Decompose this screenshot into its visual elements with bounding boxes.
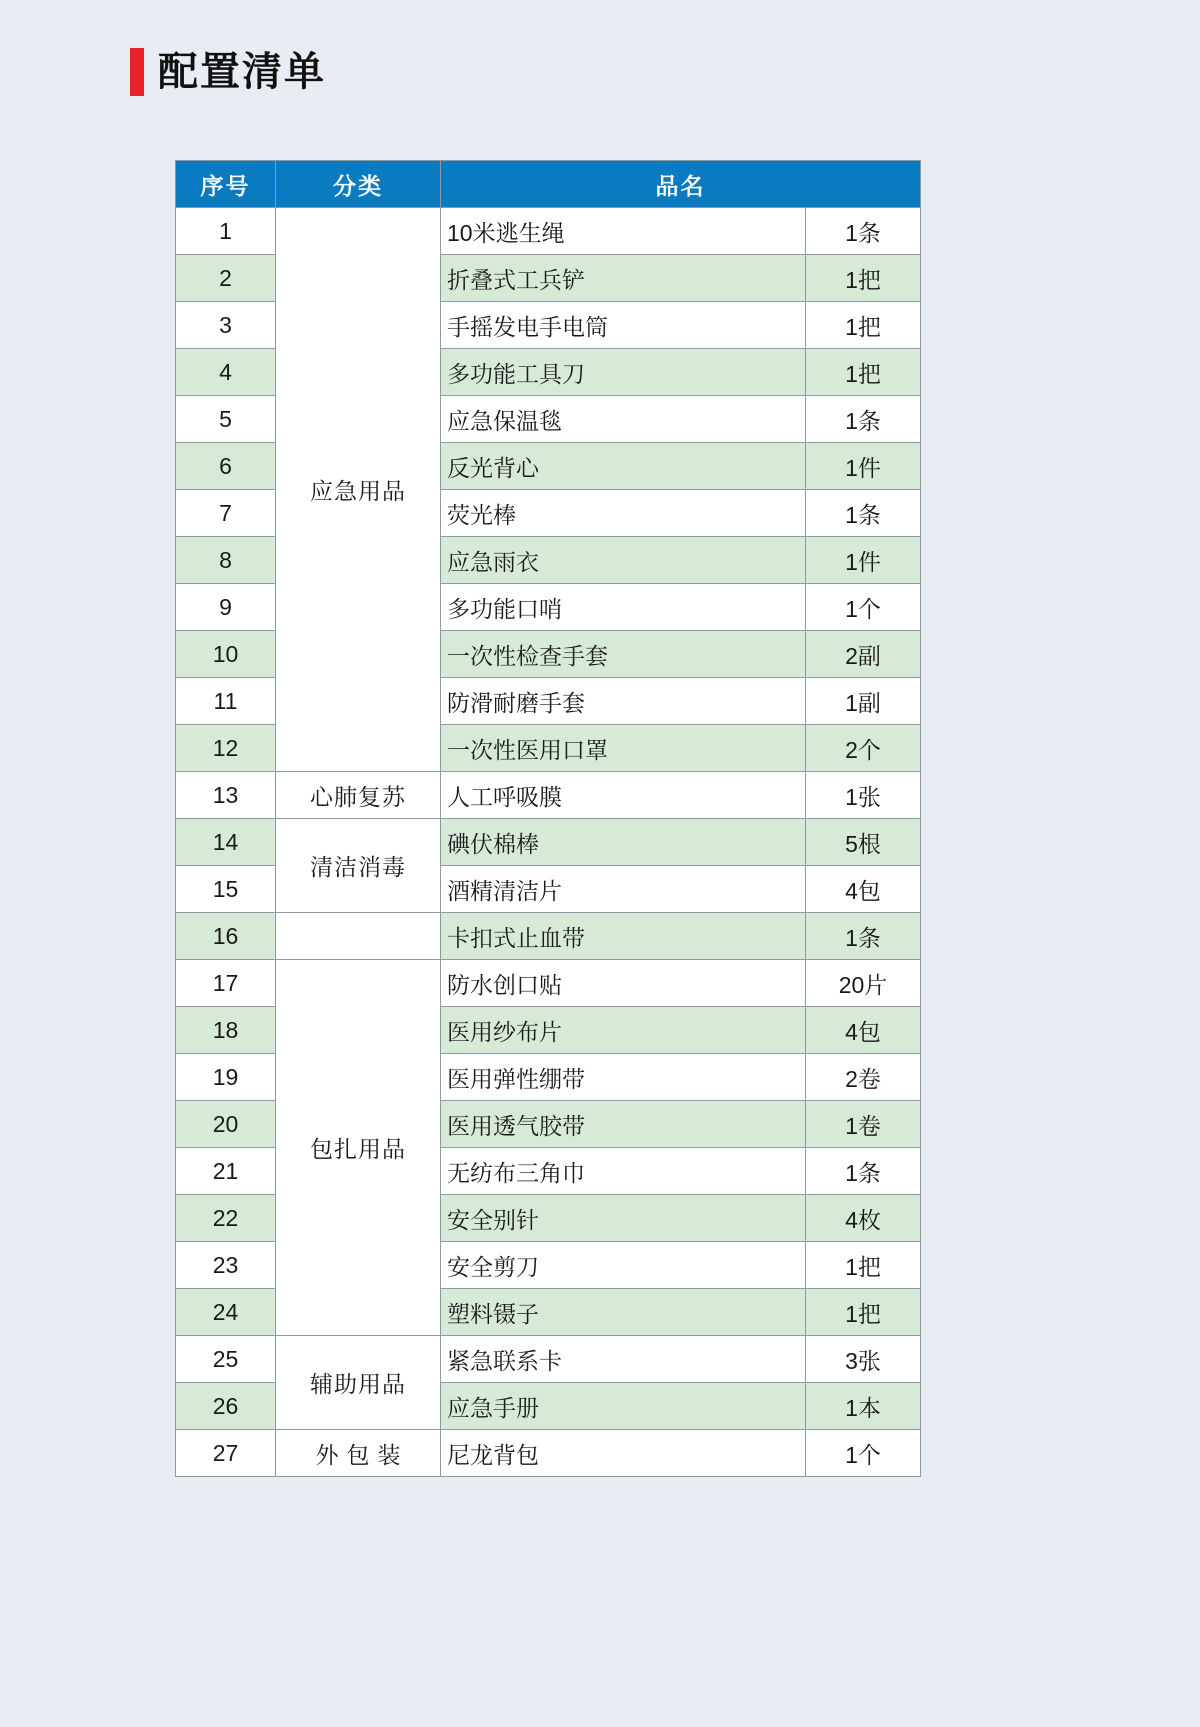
- cell-category: 应急用品: [276, 208, 441, 772]
- column-header-item-name: 品名: [441, 161, 921, 208]
- cell-category: 心肺复苏: [276, 772, 441, 819]
- cell-category: [276, 913, 441, 960]
- cell-item-name: 手摇发电手电筒: [441, 302, 806, 349]
- table-row: [176, 208, 921, 255]
- cell-item-name: 荧光棒: [441, 490, 806, 537]
- table-row: [176, 1430, 921, 1477]
- cell-item-name: 反光背心: [441, 443, 806, 490]
- cell-category: 清洁消毒: [276, 819, 441, 913]
- cell-quantity: 4枚: [806, 1195, 921, 1242]
- cell-item-name: 医用纱布片: [441, 1007, 806, 1054]
- cell-index: 6: [176, 443, 276, 490]
- cell-item-name: 10米逃生绳: [441, 208, 806, 255]
- configuration-list-table: [175, 160, 921, 1477]
- cell-item-name: 多功能工具刀: [441, 349, 806, 396]
- cell-item-name: 多功能口哨: [441, 584, 806, 631]
- cell-quantity: 5根: [806, 819, 921, 866]
- table-row: [176, 913, 921, 960]
- cell-index: 2: [176, 255, 276, 302]
- cell-item-name: 防滑耐磨手套: [441, 678, 806, 725]
- cell-index: 9: [176, 584, 276, 631]
- cell-item-name: 应急手册: [441, 1383, 806, 1430]
- cell-quantity: 1条: [806, 1148, 921, 1195]
- cell-item-name: 碘伏棉棒: [441, 819, 806, 866]
- cell-quantity: 1个: [806, 1430, 921, 1477]
- cell-quantity: 1把: [806, 1289, 921, 1336]
- cell-quantity: 1条: [806, 208, 921, 255]
- cell-quantity: 1个: [806, 584, 921, 631]
- cell-index: 5: [176, 396, 276, 443]
- cell-quantity: 1件: [806, 537, 921, 584]
- cell-index: 15: [176, 866, 276, 913]
- cell-item-name: 安全别针: [441, 1195, 806, 1242]
- cell-quantity: 1条: [806, 396, 921, 443]
- cell-index: 8: [176, 537, 276, 584]
- cell-quantity: 20片: [806, 960, 921, 1007]
- title-accent-bar: [130, 48, 144, 96]
- cell-quantity: 1本: [806, 1383, 921, 1430]
- cell-item-name: 尼龙背包: [441, 1430, 806, 1477]
- column-header-category: 分类: [276, 161, 441, 208]
- cell-item-name: 折叠式工兵铲: [441, 255, 806, 302]
- cell-index: 24: [176, 1289, 276, 1336]
- cell-index: 18: [176, 1007, 276, 1054]
- cell-quantity: 1把: [806, 1242, 921, 1289]
- table-header: [176, 161, 921, 208]
- cell-item-name: 酒精清洁片: [441, 866, 806, 913]
- cell-item-name: 应急雨衣: [441, 537, 806, 584]
- cell-index: 10: [176, 631, 276, 678]
- cell-quantity: 1把: [806, 302, 921, 349]
- title-text: 配置清单: [158, 50, 326, 94]
- cell-quantity: 2卷: [806, 1054, 921, 1101]
- cell-index: 3: [176, 302, 276, 349]
- cell-quantity: 1张: [806, 772, 921, 819]
- cell-index: 17: [176, 960, 276, 1007]
- cell-quantity: 4包: [806, 1007, 921, 1054]
- cell-item-name: 防水创口贴: [441, 960, 806, 1007]
- cell-index: 20: [176, 1101, 276, 1148]
- cell-index: 25: [176, 1336, 276, 1383]
- cell-item-name: 人工呼吸膜: [441, 772, 806, 819]
- cell-category: 包扎用品: [276, 960, 441, 1336]
- table-row: [176, 819, 921, 866]
- table-header-row: [176, 161, 921, 208]
- cell-item-name: 医用弹性绷带: [441, 1054, 806, 1101]
- cell-item-name: 应急保温毯: [441, 396, 806, 443]
- configuration-list-table-wrap: [175, 160, 920, 1477]
- cell-item-name: 一次性医用口罩: [441, 725, 806, 772]
- cell-index: 19: [176, 1054, 276, 1101]
- cell-index: 1: [176, 208, 276, 255]
- column-header-index: 序号: [176, 161, 276, 208]
- cell-item-name: 医用透气胶带: [441, 1101, 806, 1148]
- cell-index: 16: [176, 913, 276, 960]
- table-row: [176, 960, 921, 1007]
- page-title: [130, 48, 326, 96]
- cell-index: 27: [176, 1430, 276, 1477]
- table-row: [176, 772, 921, 819]
- cell-item-name: 紧急联系卡: [441, 1336, 806, 1383]
- cell-index: 22: [176, 1195, 276, 1242]
- cell-quantity: 1把: [806, 349, 921, 396]
- cell-index: 13: [176, 772, 276, 819]
- cell-index: 11: [176, 678, 276, 725]
- cell-quantity: 1条: [806, 490, 921, 537]
- cell-quantity: 1条: [806, 913, 921, 960]
- cell-index: 12: [176, 725, 276, 772]
- cell-quantity: 1副: [806, 678, 921, 725]
- cell-item-name: 安全剪刀: [441, 1242, 806, 1289]
- cell-index: 4: [176, 349, 276, 396]
- cell-index: 7: [176, 490, 276, 537]
- cell-index: 21: [176, 1148, 276, 1195]
- cell-quantity: 2副: [806, 631, 921, 678]
- cell-quantity: 1把: [806, 255, 921, 302]
- cell-category: 外包装: [276, 1430, 441, 1477]
- cell-item-name: 卡扣式止血带: [441, 913, 806, 960]
- table-body: [176, 208, 921, 1477]
- cell-quantity: 1卷: [806, 1101, 921, 1148]
- cell-quantity: 3张: [806, 1336, 921, 1383]
- cell-item-name: 无纺布三角巾: [441, 1148, 806, 1195]
- cell-index: 14: [176, 819, 276, 866]
- cell-quantity: 1件: [806, 443, 921, 490]
- cell-quantity: 4包: [806, 866, 921, 913]
- cell-item-name: 塑料镊子: [441, 1289, 806, 1336]
- cell-item-name: 一次性检查手套: [441, 631, 806, 678]
- cell-category: 辅助用品: [276, 1336, 441, 1430]
- cell-index: 26: [176, 1383, 276, 1430]
- table-row: [176, 1336, 921, 1383]
- cell-quantity: 2个: [806, 725, 921, 772]
- cell-index: 23: [176, 1242, 276, 1289]
